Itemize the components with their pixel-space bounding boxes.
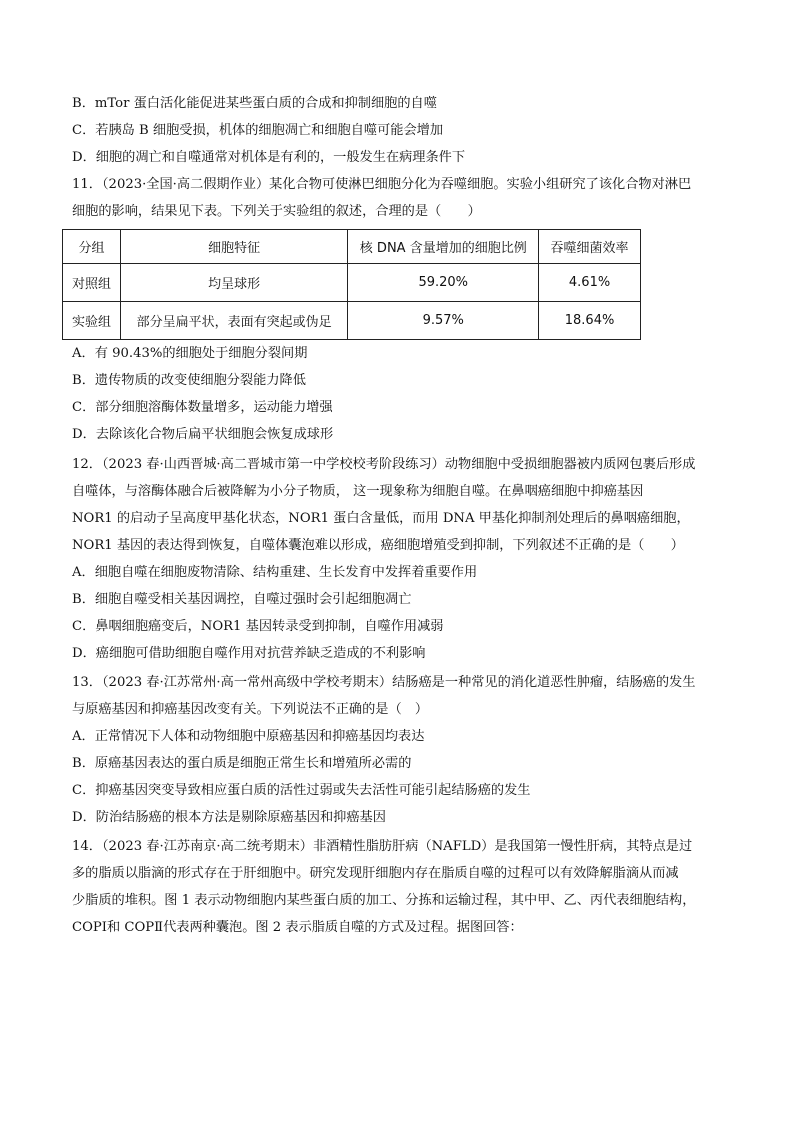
question-14-line-2: 多的脂质以脂滴的形式存在于肝细胞中。研究发现肝细胞内存在脂质自噬的过程可以有效降解脂滴从而减 <box>72 866 679 881</box>
experiment-table <box>62 229 641 340</box>
question-13-line-2: 与原癌基因和抑癌基因改变有关。下列说法不正确的是（ ） <box>72 702 429 717</box>
option-c-q12: C．鼻咽细胞癌变后，NOR1 基因转录受到抑制，自噬作用减弱 <box>72 619 444 634</box>
question-11-line-1: 11．（2023·全国·高二假期作业）某化合物可使淋巴细胞分化为吞噬细胞。实验小组研究了该化合物对淋巴 <box>72 177 692 192</box>
option-b-q10: B．mTor 蛋白活化能促进某些蛋白质的合成和抑制细胞的自噬 <box>72 96 437 111</box>
option-d-q11: D．去除该化合物后扁平状细胞会恢复成球形 <box>72 427 334 442</box>
option-c-q10: C．若胰岛 B 细胞受损，机体的细胞凋亡和细胞自噬可能会增加 <box>72 123 444 138</box>
table-cell: 对照组 <box>63 264 121 302</box>
table-cell: 18.64% <box>539 302 641 340</box>
table-row <box>63 302 641 340</box>
table-cell: 4.61% <box>539 264 641 302</box>
option-a-q11: A．有 90.43%的细胞处于细胞分裂间期 <box>72 346 308 361</box>
question-12-line-3: NOR1 的启动子呈高度甲基化状态，NOR1 蛋白含量低，而用 DNA 甲基化抑制剂处理后的鼻咽癌细胞， <box>72 511 690 526</box>
table-cell: 部分呈扁平状，表面有突起或伪足 <box>120 302 348 340</box>
table-cell: 9.57% <box>348 302 539 340</box>
option-d-q10: D．细胞的凋亡和自噬通常对机体是有利的，一般发生在病理条件下 <box>72 150 466 165</box>
table-row <box>63 264 641 302</box>
option-a-q13: A．正常情况下人体和动物细胞中原癌基因和抑癌基因均表达 <box>72 729 425 744</box>
table-cell: 59.20% <box>348 264 539 302</box>
option-c-q13: C．抑癌基因突变导致相应蛋白质的活性过弱或失去活性可能引起结肠癌的发生 <box>72 783 531 798</box>
header-cell-feature: 细胞特征 <box>120 230 348 264</box>
option-d-q12: D．癌细胞可借助细胞自噬作用对抗营养缺乏造成的不利影响 <box>72 646 426 661</box>
header-dna-ratio: 核 DNA 含量增加的细胞比例 <box>348 230 539 264</box>
question-13-line-1: 13．（2023 春·江苏常州·高一常州高级中学校考期末）结肠癌是一种常见的消化道恶性肿瘤，结肠癌的发生 <box>72 675 696 690</box>
option-b-q11: B．遗传物质的改变使细胞分裂能力降低 <box>72 373 306 388</box>
table-cell: 均呈球形 <box>120 264 348 302</box>
question-12-line-4: NOR1 基因的表达得到恢复，自噬体囊泡难以形成，癌细胞增殖受到抑制，下列叙述不正确的是（ ） <box>72 538 684 553</box>
option-b-q12: B．细胞自噬受相关基因调控，自噬过强时会引起细胞凋亡 <box>72 592 412 607</box>
question-14-line-4: COPⅠ和 COPⅡ代表两种囊泡。图 2 表示脂质自噬的方式及过程。据图回答： <box>72 920 523 935</box>
option-a-q12: A．细胞自噬在细胞废物清除、结构重建、生长发育中发挥着重要作用 <box>72 565 478 580</box>
question-12-line-1: 12．（2023 春·山西晋城·高二晋城市第一中学校校考阶段练习）动物细胞中受损细胞器被内质网包裹后形成 <box>72 457 696 472</box>
option-c-q11: C．部分细胞溶酶体数量增多，运动能力增强 <box>72 400 333 415</box>
option-b-q13: B．原癌基因表达的蛋白质是细胞正常生长和增殖所必需的 <box>72 756 412 771</box>
option-d-q13: D．防治结肠癌的根本方法是剔除原癌基因和抑癌基因 <box>72 810 386 825</box>
table-cell: 实验组 <box>63 302 121 340</box>
header-phagocytosis: 吞噬细菌效率 <box>539 230 641 264</box>
header-group: 分组 <box>63 230 121 264</box>
question-11-line-2: 细胞的影响，结果见下表。下列关于实验组的叙述，合理的是（ ） <box>72 204 481 219</box>
question-12-line-2: 自噬体，与溶酶体融合后被降解为小分子物质， 这一现象称为细胞自噬。在鼻咽癌细胞中抑癌基因 <box>72 484 644 499</box>
question-14-line-1: 14．（2023 春·江苏南京·高二统考期末）非酒精性脂肪肝病（NAFLD）是我国第一慢性肝病，其特点是过 <box>72 839 693 854</box>
question-14-line-3: 少脂质的堆积。图 1 表示动物细胞内某些蛋白质的加工、分拣和运输过程，其中甲、乙、丙代表细胞结构， <box>72 893 696 908</box>
table-header-row <box>63 230 641 264</box>
